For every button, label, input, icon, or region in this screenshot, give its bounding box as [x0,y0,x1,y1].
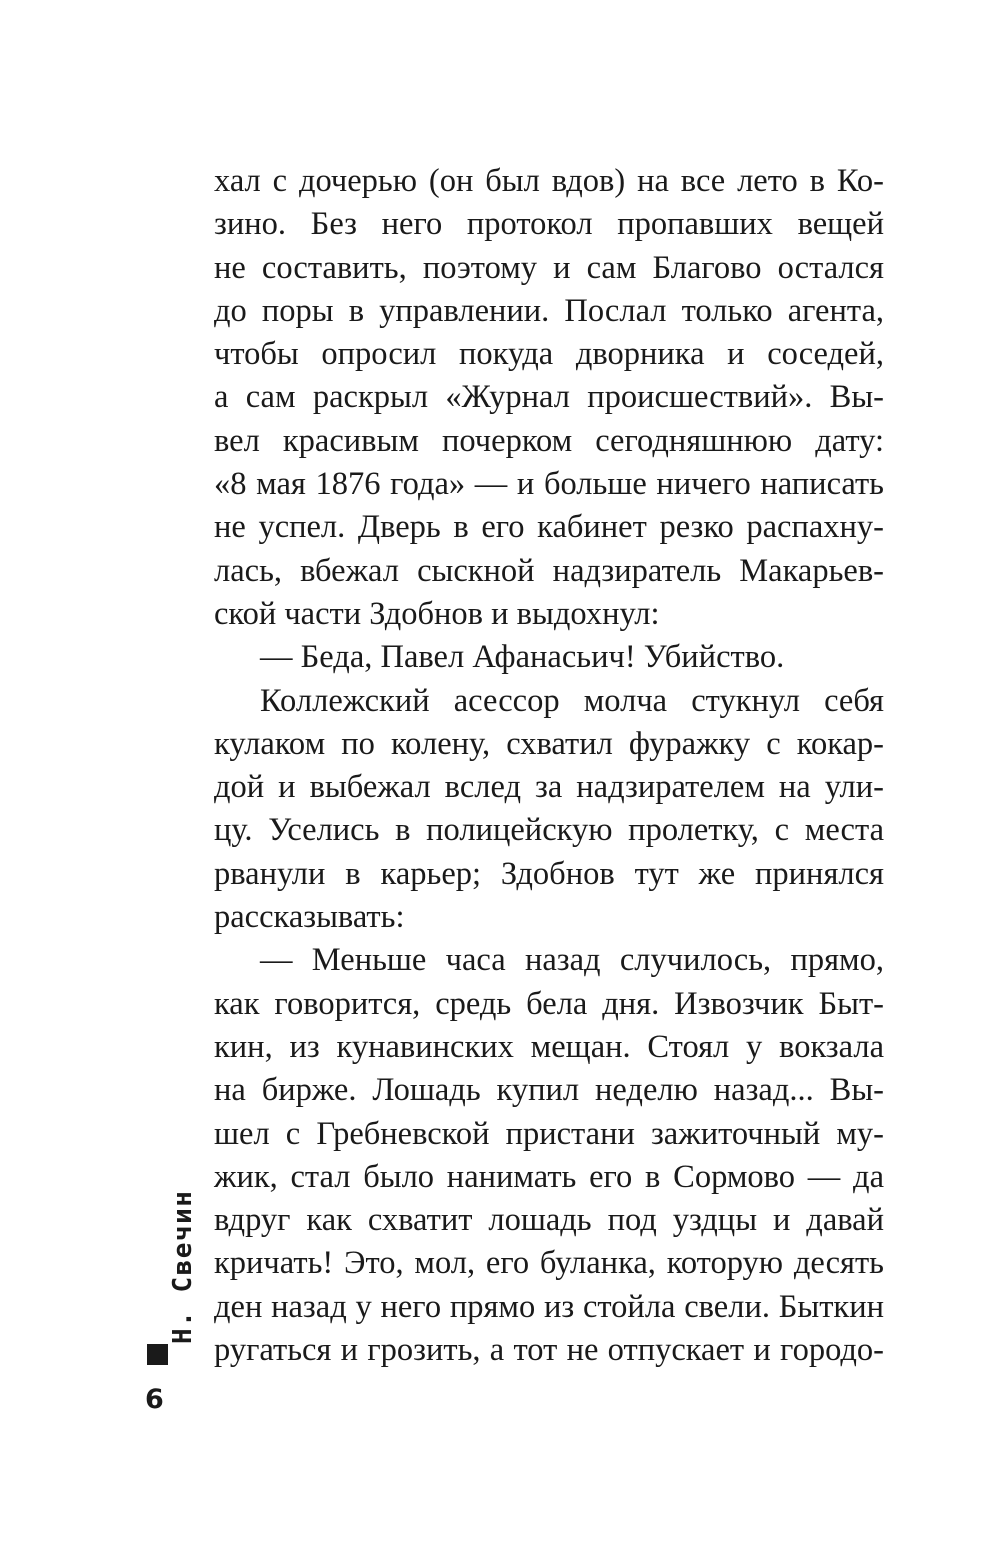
text-line: ругаться и грозить, а тот не отпускает и городо- [214,1332,884,1369]
text-line: ской части Здобнов и выдохнул: [214,595,660,632]
square-ornament [147,1344,168,1365]
text-line: кин, из кунавинских мещан. Стоял у вокзала [214,1028,884,1065]
text-line: кричать! Это, мол, его буланка, которую десять [214,1245,884,1282]
text-line: а сам раскрыл «Журнал происшествий». Вы- [214,379,884,416]
text-line: Коллежский асессор молча стукнул себя [260,682,884,719]
text-line: рванули в карьер; Здобнов тут же принялся [214,855,884,892]
text-line: рассказывать: [214,899,405,936]
text-line: — Меньше часа назад случилось, прямо, [260,942,884,979]
text-line: вел красивым почерком сегодняшнюю дату: [214,422,884,459]
text-line: вдруг как схватит лошадь под уздцы и давай [214,1202,884,1239]
text-line: цу. Уселись в полицейскую пролетку, с места [214,812,884,849]
text-line: лась, вбежал сыскной надзиратель Макарьев- [214,552,884,589]
text-line: не составить, поэтому и сам Благово остался [214,249,884,286]
text-line: дой и выбежал вслед за надзирателем на ули- [214,769,884,806]
text-line: шел с Гребневской пристани зажиточный му- [214,1115,884,1152]
text-line: не успел. Дверь в его кабинет резко распахну- [214,509,884,546]
text-line: на бирже. Лошадь купил неделю назад... Вы- [214,1072,884,1109]
text-line: до поры в управлении. Послал только агента, [214,292,884,329]
text-line: жик, стал было нанимать его в Сормово — да [214,1158,884,1195]
text-line: кулаком по колену, схватил фуражку с кокар- [214,725,884,762]
text-line: ден назад у него прямо из стойла свели. Быткин [214,1288,884,1325]
text-line: чтобы опросил покуда дворника и соседей, [214,336,884,373]
page-number: 6 [145,1384,164,1415]
text-line: зино. Без него протокол пропавших вещей [214,206,884,243]
text-line: хал с дочерью (он был вдов) на все лето в Ко- [214,163,884,199]
text-line: как говорится, средь бела дня. Извозчик Быт- [214,985,884,1022]
text-line: «8 мая 1876 года» — и больше ничего написать [214,466,884,503]
text-line: — Беда, Павел Афанасьич! Убийство. [260,639,785,676]
body-text [214,160,884,1372]
running-head-author: Н. Свечин [168,1189,198,1344]
